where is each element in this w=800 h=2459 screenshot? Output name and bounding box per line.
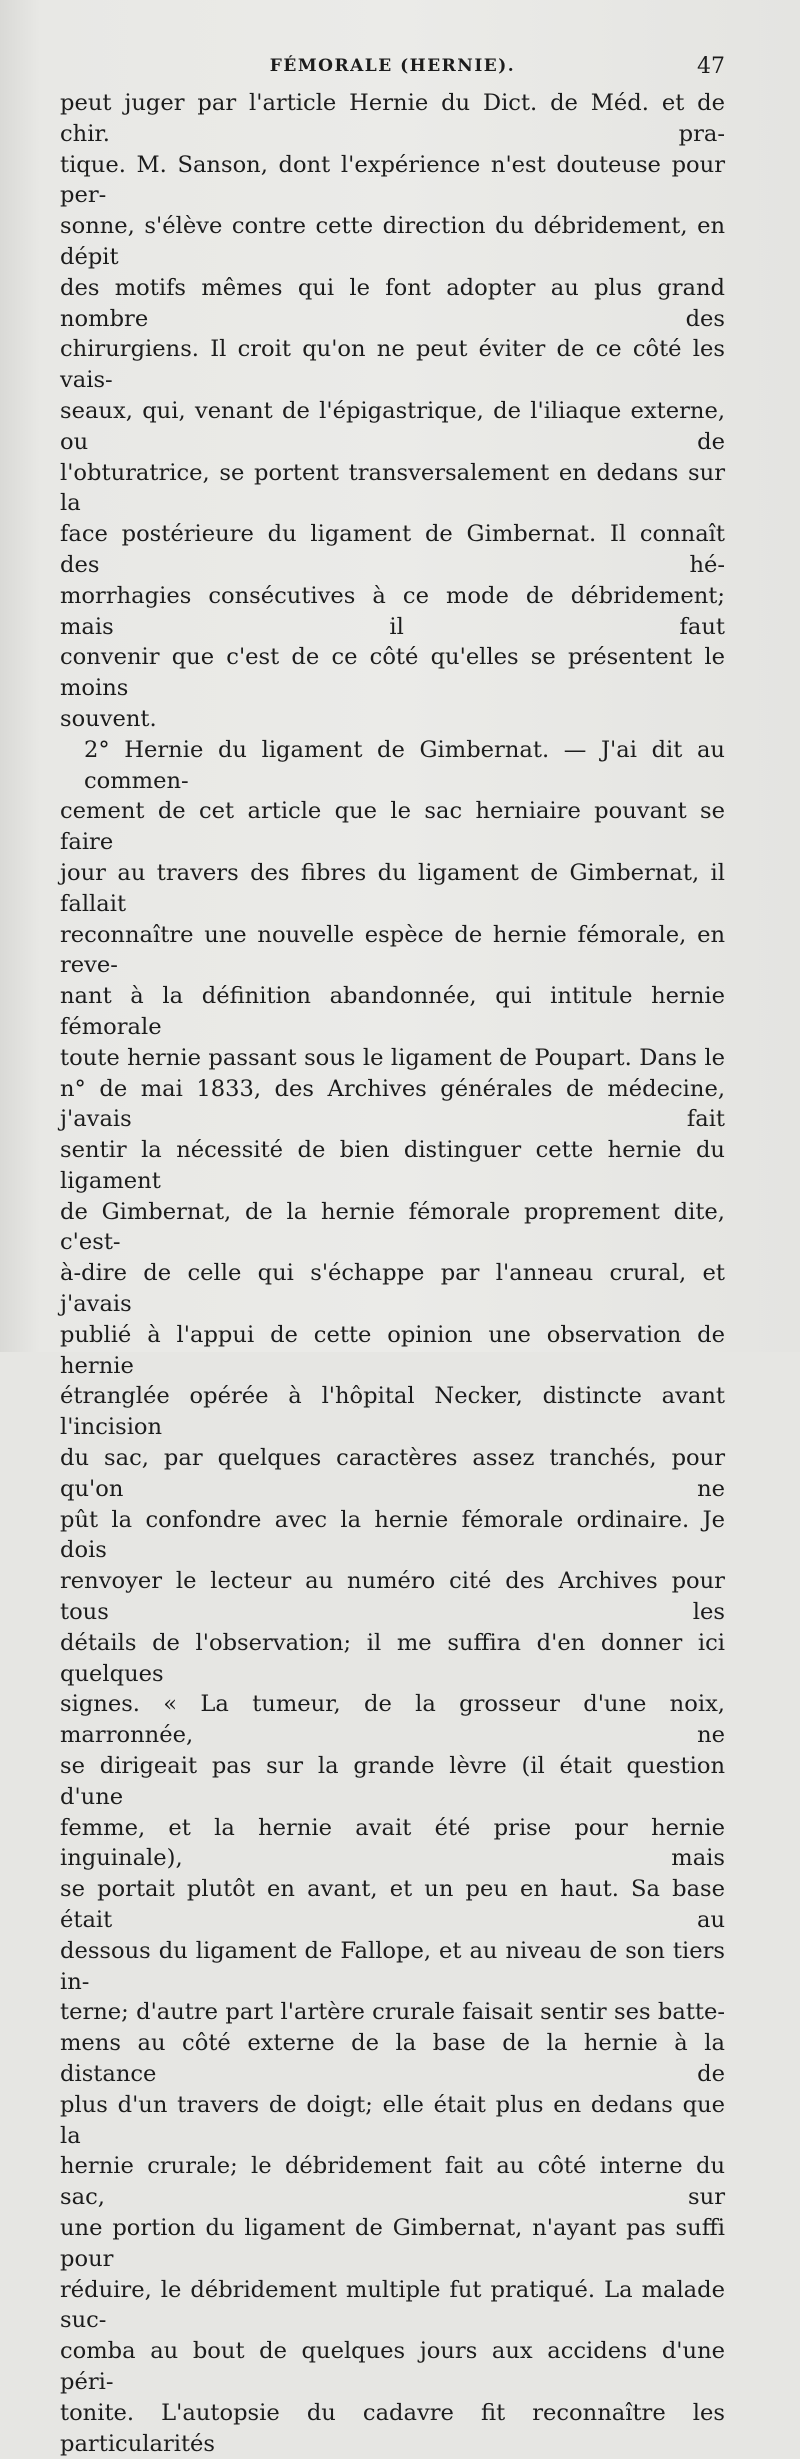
text-line: l'obturatrice, se portent transversalement en dedans sur la (60, 459, 725, 517)
text-line: sentir la nécessité de bien distinguer cette hernie du ligament (60, 1137, 725, 1194)
text-line: tique. M. Sanson, dont l'expérience n'est douteuse pour per- (60, 151, 725, 209)
text-line: peut juger par l'article Hernie du Dict. de Méd. et de chir. pra- (60, 90, 725, 147)
text-line: du sac, par quelques caractères assez tranchés, pour qu'on ne (60, 1445, 725, 1502)
text-line: convenir que c'est de ce côté qu'elles se présentent le moins (60, 644, 725, 702)
text-line: morrhagies consécutives à ce mode de débridement; mais il faut (60, 582, 725, 640)
text-line: à-dire de celle qui s'échappe par l'anneau crural, et j'avais (60, 1260, 725, 1318)
text-line: de Gimbernat, de la hernie fémorale proprement dite, c'est- (60, 1198, 725, 1256)
text-line: sonne, s'élève contre cette direction du débridement, en dépit (60, 213, 725, 270)
text-line: toute hernie passant sous le ligament de Poupart. Dans le (60, 1044, 725, 1071)
page-number: 47 (697, 54, 725, 79)
text-line: publié à l'appui de cette opinion une observation de hernie (60, 1321, 725, 1379)
text-line: réduire, le débridement multiple fut pratiqué. La malade suc- (60, 2276, 725, 2334)
text-line: pût la confondre avec la hernie fémorale ordinaire. Je dois (60, 1506, 725, 1564)
running-title: FÉMORALE (HERNIE). (269, 56, 516, 76)
text-line: reconnaître une nouvelle espèce de hernie fémorale, en reve- (60, 921, 725, 979)
text-line: dessous du ligament de Fallope, et au niveau de son tiers in- (60, 1937, 725, 1995)
text-line: étranglée opérée à l'hôpital Necker, distincte avant l'incision (60, 1383, 725, 1441)
text-line: signes. « La tumeur, de la grosseur d'une noix, marronnée, ne (60, 1691, 725, 1749)
text-line: mens au côté externe de la base de la hernie à la distance de (60, 2030, 725, 2087)
text-line: souvent. (60, 705, 157, 732)
text-line: cement de cet article que le sac herniaire pouvant se faire (60, 798, 725, 856)
page-header (60, 56, 725, 86)
text-line: une portion du ligament de Gimbernat, n'ayant pas suffi pour (60, 2214, 725, 2272)
text-line: tonite. L'autopsie du cadavre fit reconnaître les particularités (60, 2399, 725, 2457)
text-line: détails de l'observation; il me suffira d'en donner ici quelques (60, 1629, 725, 1687)
text-line: se dirigeait pas sur la grande lèvre (il était question d'une (60, 1753, 725, 1810)
text-line: seaux, qui, venant de l'épigastrique, de l'iliaque externe, ou de (60, 397, 725, 455)
text-line: des motifs mêmes qui le font adopter au plus grand nombre des (60, 274, 725, 332)
text-line: se portait plutôt en avant, et un peu en haut. Sa base était au (60, 1876, 725, 1934)
body-text (60, 88, 725, 2459)
text-line: femme, et la hernie avait été prise pour hernie inguinale), mais (60, 1814, 725, 1872)
text-line: face postérieure du ligament de Gimbernat. Il connaît des hé- (60, 521, 725, 578)
text-line: jour au travers des fibres du ligament de Gimbernat, il fallait (60, 859, 725, 917)
text-line: chirurgiens. Il croit qu'on ne peut éviter de ce côté les vais- (60, 336, 725, 394)
text-line: 2° Hernie du ligament de Gimbernat. — J'ai dit au commen- (84, 736, 725, 794)
text-line: terne; d'autre part l'artère crurale faisait sentir ses batte- (60, 1999, 725, 2026)
text-line: plus d'un travers de doigt; elle était plus en dedans que la (60, 2091, 725, 2149)
text-line: nant à la définition abandonnée, qui intitule hernie fémorale (60, 983, 725, 1040)
text-line: comba au bout de quelques jours aux accidens d'une péri- (60, 2338, 725, 2395)
text-line: hernie crurale; le débridement fait au côté interne du sac, sur (60, 2153, 725, 2211)
text-line: renvoyer le lecteur au numéro cité des Archives pour tous les (60, 1568, 725, 1626)
text-line: n° de mai 1833, des Archives générales de médecine, j'avais fait (60, 1075, 725, 1133)
